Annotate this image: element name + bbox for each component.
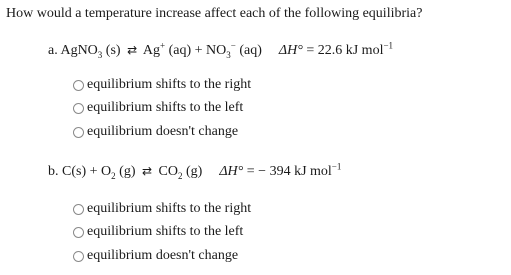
radio-button[interactable] [73, 127, 84, 138]
radio-button[interactable] [73, 204, 84, 215]
option-a-left[interactable]: equilibrium shifts to the left [73, 100, 243, 116]
option-a-no-change[interactable]: equilibrium doesn't change [73, 124, 238, 140]
option-a-right[interactable]: equilibrium shifts to the right [73, 77, 251, 93]
radio-button[interactable] [73, 80, 84, 91]
part-b-label: b. [48, 164, 59, 179]
option-b-right[interactable]: equilibrium shifts to the right [73, 201, 251, 217]
radio-button[interactable] [73, 103, 84, 114]
question-text: How would a temperature increase affect each of the following equilibria? [6, 6, 423, 21]
radio-button[interactable] [73, 227, 84, 238]
equilibrium-arrow: ⇄ [127, 43, 138, 57]
option-b-left[interactable]: equilibrium shifts to the left [73, 224, 243, 240]
equation-a: a. AgNO$_3$ (s) ⇄ Ag+ $(aq) + NO_3^-$ (aq) ΔH° = 22.6 kJ mol$^{-1}$ [48, 40, 394, 60]
equilibrium-arrow: ⇄ [141, 164, 153, 178]
equation-b: b. $C(s) + O_2$ (g) ⇄ $CO_2$ (g) ΔH° = − 394 kJ mol$^{-1}$ [48, 161, 342, 181]
radio-button[interactable] [73, 251, 84, 262]
option-b-no-change[interactable]: equilibrium doesn't change [73, 248, 238, 264]
part-a-label: a. [48, 43, 58, 58]
